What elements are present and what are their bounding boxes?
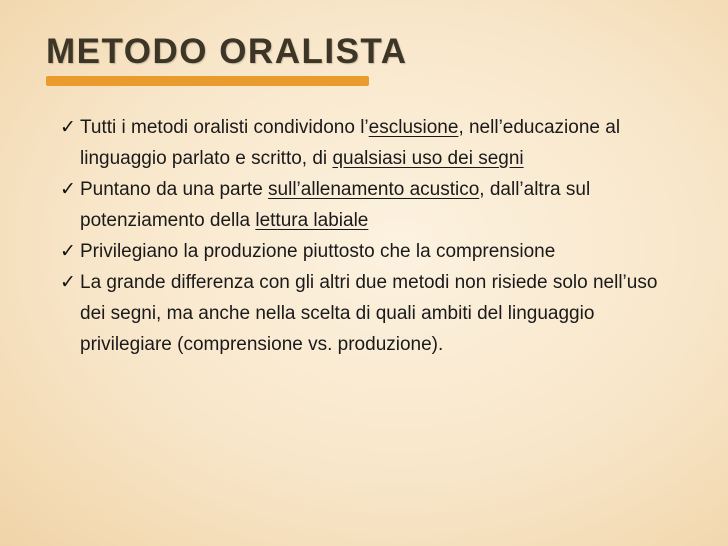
- slide-title: METODO ORALISTA: [46, 32, 408, 71]
- bullet-list: [60, 112, 660, 360]
- checkmark-icon: ✓: [60, 272, 76, 293]
- bullet-text: La grande differenza con gli altri due metodi non risiede solo nell’uso dei segni, ma anche nella scelta di quali ambiti del linguaggio privilegiare (comprensione vs. produzione).: [80, 272, 658, 355]
- underlined-term: lettura labiale: [255, 210, 369, 231]
- underlined-term: qualsiasi uso dei segni: [332, 148, 524, 169]
- bullet-item: [60, 236, 660, 267]
- bullet-item: [60, 112, 660, 174]
- bullet-text: Puntano da una parte sull’allenamento acustico, dall’altra sul potenziamento della lettura labiale: [80, 179, 591, 231]
- checkmark-icon: ✓: [60, 179, 76, 200]
- bullet-item: [60, 174, 660, 236]
- bullet-text: Tutti i metodi oralisti condividono l’esclusione, nell’educazione al linguaggio parlato e scritto, di qualsiasi uso dei segni: [80, 117, 621, 169]
- bullet-text: Privilegiano la produzione piuttosto che la comprensione: [80, 241, 556, 262]
- underlined-term: esclusione: [368, 117, 459, 138]
- title-underline-bar: [46, 76, 369, 86]
- bullet-item: [60, 267, 660, 360]
- checkmark-icon: ✓: [60, 117, 76, 138]
- checkmark-icon: ✓: [60, 241, 76, 262]
- underlined-term: sull’allenamento acustico: [268, 179, 480, 200]
